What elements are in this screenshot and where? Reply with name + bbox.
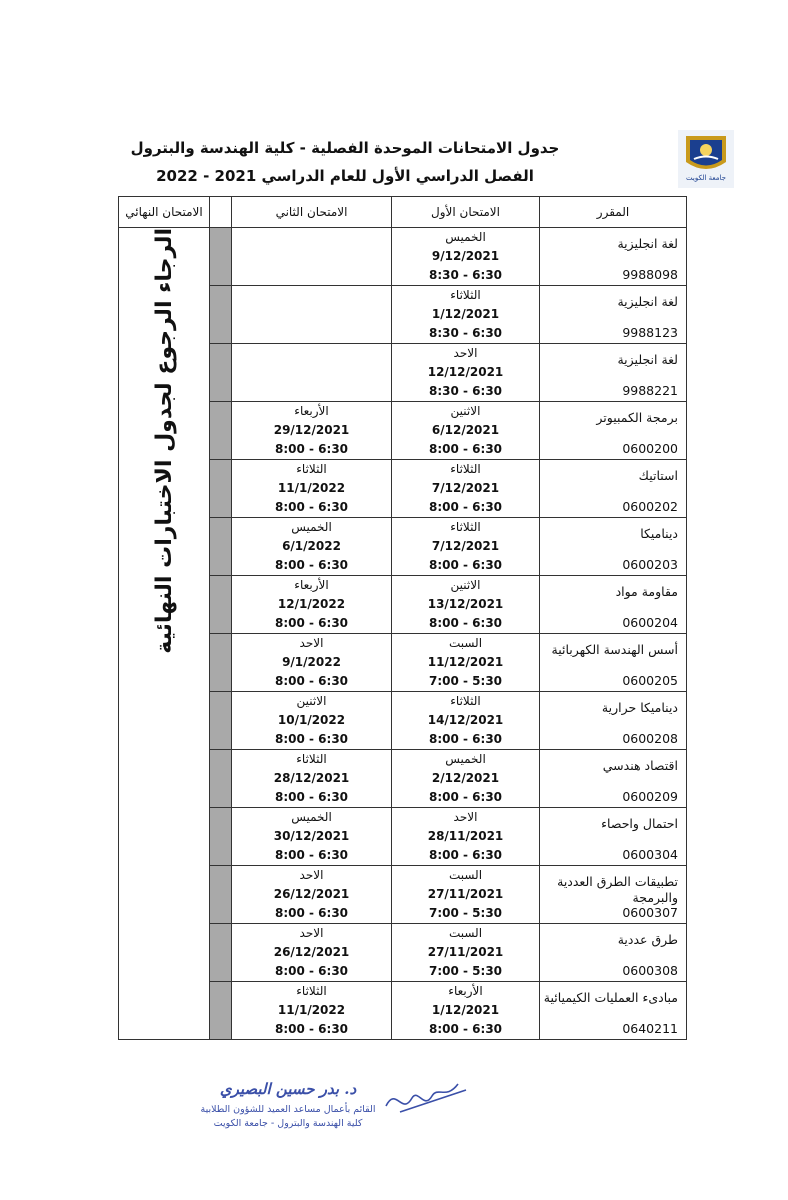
course-cell [540, 866, 687, 924]
grey-spacer-cell [210, 402, 232, 460]
course-code: 0600308 [622, 963, 678, 978]
course-code: 0600203 [622, 557, 678, 572]
exam-date: 27/11/2021 [427, 887, 504, 901]
course-name: لغة انجليزية [617, 236, 678, 251]
exam-date: 1/12/2021 [431, 307, 500, 321]
header-grey-spacer [210, 197, 232, 228]
second-exam-cell [232, 518, 392, 576]
first-exam-cell [392, 692, 540, 750]
exam-time: 6:30 - 8:00 [428, 500, 503, 514]
grey-spacer-cell [210, 924, 232, 982]
second-exam-cell [232, 692, 392, 750]
exam-time: 5:30 - 7:00 [428, 964, 503, 978]
exam-day: الخميس [445, 230, 486, 244]
exam-day: الثلاثاء [296, 462, 327, 476]
course-cell [540, 228, 687, 286]
first-exam-cell [392, 460, 540, 518]
grey-spacer-cell [210, 344, 232, 402]
course-name: ديناميكا [640, 526, 678, 541]
exam-date: 12/1/2022 [277, 597, 346, 611]
grey-spacer-cell [210, 982, 232, 1040]
exam-date: 7/12/2021 [431, 539, 500, 553]
course-code: 0600205 [622, 673, 678, 688]
exam-date: 27/11/2021 [427, 945, 504, 959]
exam-time: 6:30 - 8:00 [274, 674, 349, 688]
exam-date: 11/12/2021 [427, 655, 504, 669]
exam-date: 30/12/2021 [273, 829, 350, 843]
course-name: طرق عددية [617, 932, 678, 947]
course-code: 0640211 [622, 1021, 678, 1036]
handwritten-signature [386, 1084, 466, 1112]
exam-day: الاحد [299, 636, 324, 650]
exam-date: 26/12/2021 [273, 887, 350, 901]
grey-spacer-cell [210, 460, 232, 518]
course-name: مقاومة مواد [615, 584, 678, 599]
course-code: 9988098 [622, 267, 678, 282]
header [120, 138, 570, 186]
course-cell [540, 808, 687, 866]
exam-date: 26/12/2021 [273, 945, 350, 959]
first-exam-cell [392, 286, 540, 344]
exam-time: 6:30 - 8:00 [428, 558, 503, 572]
exam-day: الثلاثاء [450, 520, 481, 534]
exam-day: الاحد [453, 810, 478, 824]
course-code: 0600204 [622, 615, 678, 630]
exam-day: الاحد [299, 868, 324, 882]
exam-time: 5:30 - 7:00 [428, 674, 503, 688]
grey-spacer-cell [210, 866, 232, 924]
exam-time: 6:30 - 8:00 [274, 964, 349, 978]
course-cell [540, 982, 687, 1040]
logo-text: جامعة الكويت [686, 174, 726, 182]
second-exam-cell [232, 344, 392, 402]
exam-date: 6/1/2022 [282, 539, 341, 553]
exam-date: 28/11/2021 [427, 829, 504, 843]
exam-date: 7/12/2021 [431, 481, 500, 495]
course-name: أسس الهندسة الكهربائية [551, 642, 678, 657]
second-exam-cell [232, 286, 392, 344]
exam-time: 6:30 - 8:00 [274, 1022, 349, 1036]
course-cell [540, 692, 687, 750]
exam-time: 6:30 - 8:00 [428, 848, 503, 862]
second-exam-cell [232, 866, 392, 924]
exam-time: 6:30 - 8:30 [428, 384, 503, 398]
exam-time: 6:30 - 8:00 [428, 442, 503, 456]
exam-time: 6:30 - 8:00 [428, 790, 503, 804]
header-second-exam: الامتحان الثاني [232, 197, 392, 228]
exam-day: السبت [448, 868, 483, 882]
grey-spacer-cell [210, 576, 232, 634]
course-cell [540, 286, 687, 344]
exam-day: الخميس [445, 752, 486, 766]
second-exam-cell [232, 460, 392, 518]
second-exam-cell [232, 576, 392, 634]
signature-title: القائم بأعمال مساعد العميد للشؤون الطلابية [200, 1104, 376, 1115]
second-exam-cell [232, 634, 392, 692]
exam-date: 29/12/2021 [273, 423, 350, 437]
exam-schedule-table [118, 196, 687, 1040]
exam-day: الخميس [291, 810, 332, 824]
exam-day: الثلاثاء [450, 694, 481, 708]
table-header-row [119, 197, 687, 228]
course-code: 0600200 [622, 441, 678, 456]
course-cell [540, 924, 687, 982]
grey-spacer-cell [210, 634, 232, 692]
exam-date: 14/12/2021 [427, 713, 504, 727]
exam-date: 2/12/2021 [431, 771, 500, 785]
course-name: لغة انجليزية [617, 294, 678, 309]
course-code: 0600208 [622, 731, 678, 746]
page-title: جدول الامتحانات الموحدة الفصلية - كلية الهندسة والبترول [130, 139, 560, 157]
course-name: لغة انجليزية [617, 352, 678, 367]
grey-spacer-cell [210, 692, 232, 750]
header-first-exam: الامتحان الأول [392, 197, 540, 228]
exam-day: السبت [448, 636, 483, 650]
course-name: تطبيقات الطرق العددية والبرمجة [557, 874, 678, 905]
second-exam-cell [232, 228, 392, 286]
exam-day: الثلاثاء [450, 288, 481, 302]
first-exam-cell [392, 228, 540, 286]
exam-time: 5:30 - 7:00 [428, 906, 503, 920]
course-name: احتمال واحصاء [601, 816, 678, 831]
exam-time: 6:30 - 8:00 [428, 1022, 503, 1036]
signature-college: كلية الهندسة والبترول - جامعة الكويت [213, 1118, 363, 1129]
exam-date: 10/1/2022 [277, 713, 346, 727]
exam-date: 11/1/2022 [277, 481, 346, 495]
course-cell [540, 518, 687, 576]
exam-day: السبت [448, 926, 483, 940]
exam-day: الأربعاء [294, 578, 329, 592]
exam-date: 11/1/2022 [277, 1003, 346, 1017]
exam-time: 6:30 - 8:00 [274, 848, 349, 862]
exam-day: الخميس [291, 520, 332, 534]
exam-time: 6:30 - 8:00 [428, 732, 503, 746]
exam-time: 6:30 - 8:00 [274, 790, 349, 804]
course-cell [540, 750, 687, 808]
exam-date: 6/12/2021 [431, 423, 500, 437]
grey-spacer-cell [210, 286, 232, 344]
second-exam-cell [232, 808, 392, 866]
first-exam-cell [392, 808, 540, 866]
exam-day: الاثنين [296, 694, 327, 708]
university-logo [676, 130, 736, 188]
exam-date: 13/12/2021 [427, 597, 504, 611]
course-code: 0600209 [622, 789, 678, 804]
first-exam-cell [392, 344, 540, 402]
first-exam-cell [392, 866, 540, 924]
page-subtitle: الفصل الدراسي الأول للعام الدراسي 2021 - 2022 [156, 167, 534, 185]
exam-time: 6:30 - 8:00 [274, 442, 349, 456]
exam-time: 6:30 - 8:00 [274, 500, 349, 514]
exam-time: 6:30 - 8:00 [428, 616, 503, 630]
course-name: ديناميكا حرارية [601, 700, 678, 715]
exam-time: 6:30 - 8:00 [274, 732, 349, 746]
exam-time: 6:30 - 8:30 [428, 268, 503, 282]
course-code: 0600307 [622, 905, 678, 920]
exam-date: 9/1/2022 [282, 655, 341, 669]
first-exam-cell [392, 518, 540, 576]
exam-date: 12/12/2021 [427, 365, 504, 379]
exam-day: الثلاثاء [450, 462, 481, 476]
grey-spacer-cell [210, 518, 232, 576]
exam-time: 6:30 - 8:00 [274, 906, 349, 920]
final-exam-note: الرجاء الرجوع لجدول الاختبارات النهائية [151, 228, 177, 654]
exam-day: الثلاثاء [296, 752, 327, 766]
exam-time: 6:30 - 8:30 [428, 326, 503, 340]
course-code: 0600202 [622, 499, 678, 514]
grey-spacer-cell [210, 228, 232, 286]
exam-day: الثلاثاء [296, 984, 327, 998]
course-code: 9988221 [622, 383, 678, 398]
exam-day: الاثنين [450, 404, 481, 418]
header-final-exam: الامتحان النهائي [119, 197, 210, 228]
course-code: 0600304 [622, 847, 678, 862]
exam-day: الاحد [453, 346, 478, 360]
course-code: 9988123 [622, 325, 678, 340]
second-exam-cell [232, 924, 392, 982]
grey-spacer-cell [210, 808, 232, 866]
header-course: المقرر [540, 197, 687, 228]
signature-stamp [186, 1076, 476, 1138]
course-cell [540, 576, 687, 634]
first-exam-cell [392, 402, 540, 460]
course-name: برمجة الكمبيوتر [596, 410, 678, 425]
grey-spacer-cell [210, 750, 232, 808]
course-name: مبادىء العمليات الكيميائية [543, 990, 678, 1005]
course-name: استاتيك [638, 468, 678, 483]
exam-day: الاحد [299, 926, 324, 940]
course-name: اقتصاد هندسي [602, 758, 678, 773]
course-cell [540, 460, 687, 518]
exam-date: 1/12/2021 [431, 1003, 500, 1017]
exam-time: 6:30 - 8:00 [274, 616, 349, 630]
second-exam-cell [232, 750, 392, 808]
exam-day: الأربعاء [448, 984, 483, 998]
course-cell [540, 634, 687, 692]
table-row [119, 228, 687, 286]
first-exam-cell [392, 634, 540, 692]
exam-day: الاثنين [450, 578, 481, 592]
second-exam-cell [232, 402, 392, 460]
first-exam-cell [392, 982, 540, 1040]
final-exam-cell [119, 228, 210, 1040]
course-cell [540, 402, 687, 460]
exam-day: الأربعاء [294, 404, 329, 418]
first-exam-cell [392, 750, 540, 808]
signature-name: د. بدر حسين البصيري [219, 1080, 357, 1098]
exam-date: 28/12/2021 [273, 771, 350, 785]
exam-time: 6:30 - 8:00 [274, 558, 349, 572]
course-cell [540, 344, 687, 402]
first-exam-cell [392, 924, 540, 982]
first-exam-cell [392, 576, 540, 634]
exam-date: 9/12/2021 [431, 249, 500, 263]
second-exam-cell [232, 982, 392, 1040]
